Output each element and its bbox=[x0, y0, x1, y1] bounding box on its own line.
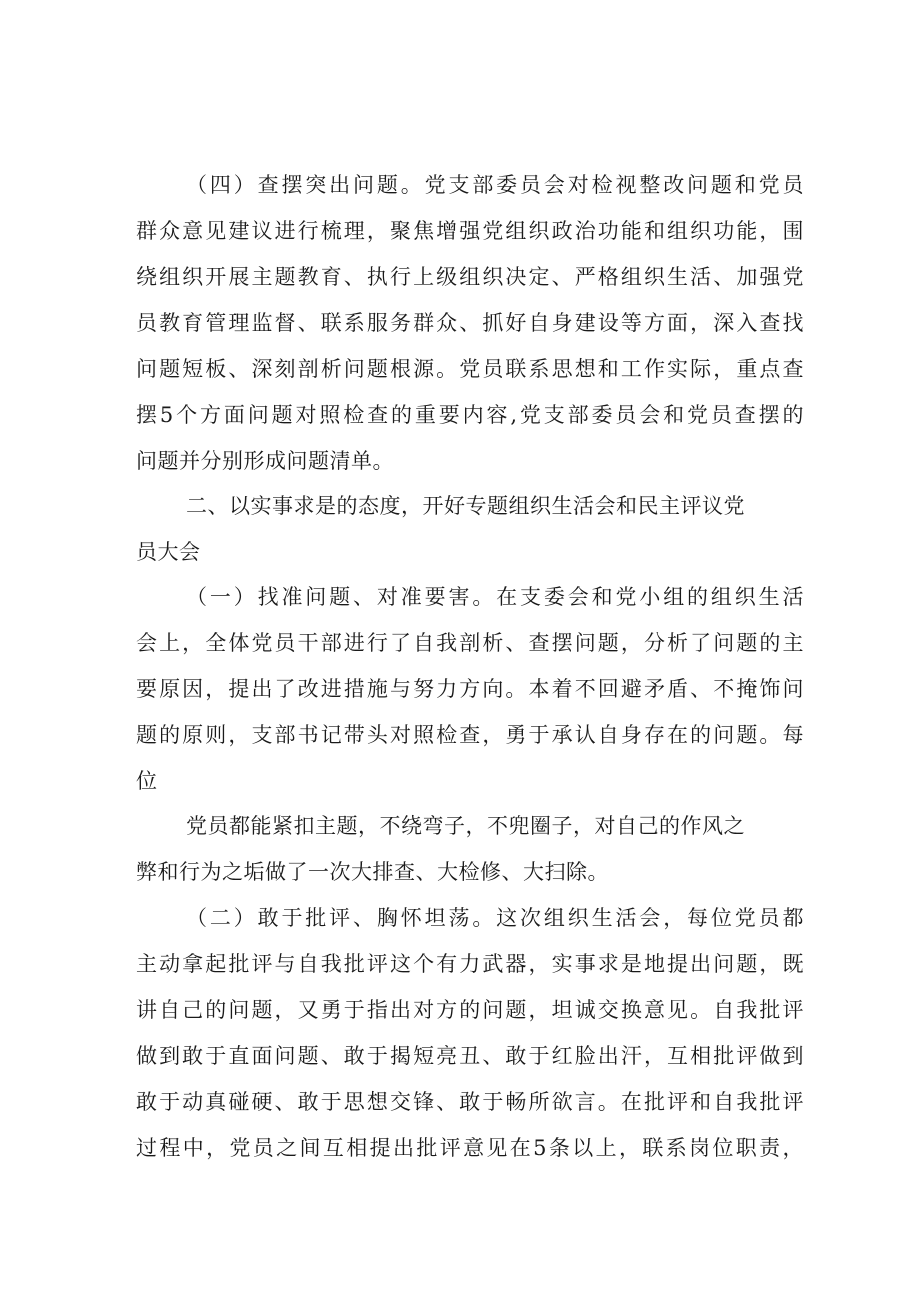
paragraph-1b-line-2: 弊和行为之垢做了一次大排查、大检修、大扫除。 bbox=[136, 860, 609, 884]
paragraph-2-line-3: 讲自己的问题，又勇于指出对方的问题，坦诚交换意见。自我批评 bbox=[136, 998, 804, 1022]
paragraph-2-line-6: 过程中，党员之间互相提出批评意见在5条以上，联系岗位职责， bbox=[136, 1136, 804, 1160]
section-2-heading-line-2: 员大会 bbox=[136, 540, 201, 564]
paragraph-4-line-7: 问题并分别形成问题清单。 bbox=[136, 449, 394, 473]
paragraph-4-line-4: 员教育管理监督、联系服务群众、抓好自身建设等方面，深入查找 bbox=[136, 311, 804, 335]
paragraph-4-line-1: （四）查摆突出问题。党支部委员会对检视整改问题和党员 bbox=[186, 173, 804, 197]
paragraph-4-line-2: 群众意见建议进行梳理，聚焦增强党组织政治功能和组织功能，围 bbox=[136, 219, 804, 243]
paragraph-1b-line-1: 党员都能紧扣主题，不绕弯子，不兜圈子，对自己的作风之 bbox=[186, 814, 745, 838]
paragraph-2-line-2: 主动拿起批评与自我批评这个有力武器，实事求是地提出问题，既 bbox=[136, 952, 804, 976]
section-2-heading-line-1: 二、以实事求是的态度，开好专题组织生活会和民主评议党 bbox=[186, 494, 745, 518]
paragraph-1-line-3: 要原因，提出了改进措施与努力方向。本着不回避矛盾、不掩饰问 bbox=[136, 677, 804, 701]
paragraph-4-line-5: 问题短板、深刻剖析问题根源。党员联系思想和工作实际，重点查 bbox=[136, 357, 804, 381]
paragraph-4-line-6: 摆5个方面问题对照检查的重要内容,党支部委员会和党员查摆的 bbox=[136, 403, 804, 427]
paragraph-2-line-5: 敢于动真碰硬、敢于思想交锋、敢于畅所欲言。在批评和自我批评 bbox=[136, 1090, 804, 1114]
paragraph-1-line-4: 题的原则，支部书记带头对照检查，勇于承认自身存在的问题。每 bbox=[136, 723, 804, 747]
paragraph-1-line-1: （一）找准问题、对准要害。在支委会和党小组的组织生活 bbox=[186, 585, 804, 609]
paragraph-1-line-5: 位 bbox=[136, 769, 158, 793]
paragraph-2-line-4: 做到敢于直面问题、敢于揭短亮丑、敢于红脸出汗，互相批评做到 bbox=[136, 1044, 804, 1068]
paragraph-2-line-1: （二）敢于批评、胸怀坦荡。这次组织生活会，每位党员都 bbox=[186, 906, 804, 930]
paragraph-1-line-2: 会上，全体党员干部进行了自我剖析、查摆问题，分析了问题的主 bbox=[136, 631, 804, 655]
paragraph-4-line-3: 绕组织开展主题教育、执行上级组织决定、严格组织生活、加强党 bbox=[136, 265, 804, 289]
